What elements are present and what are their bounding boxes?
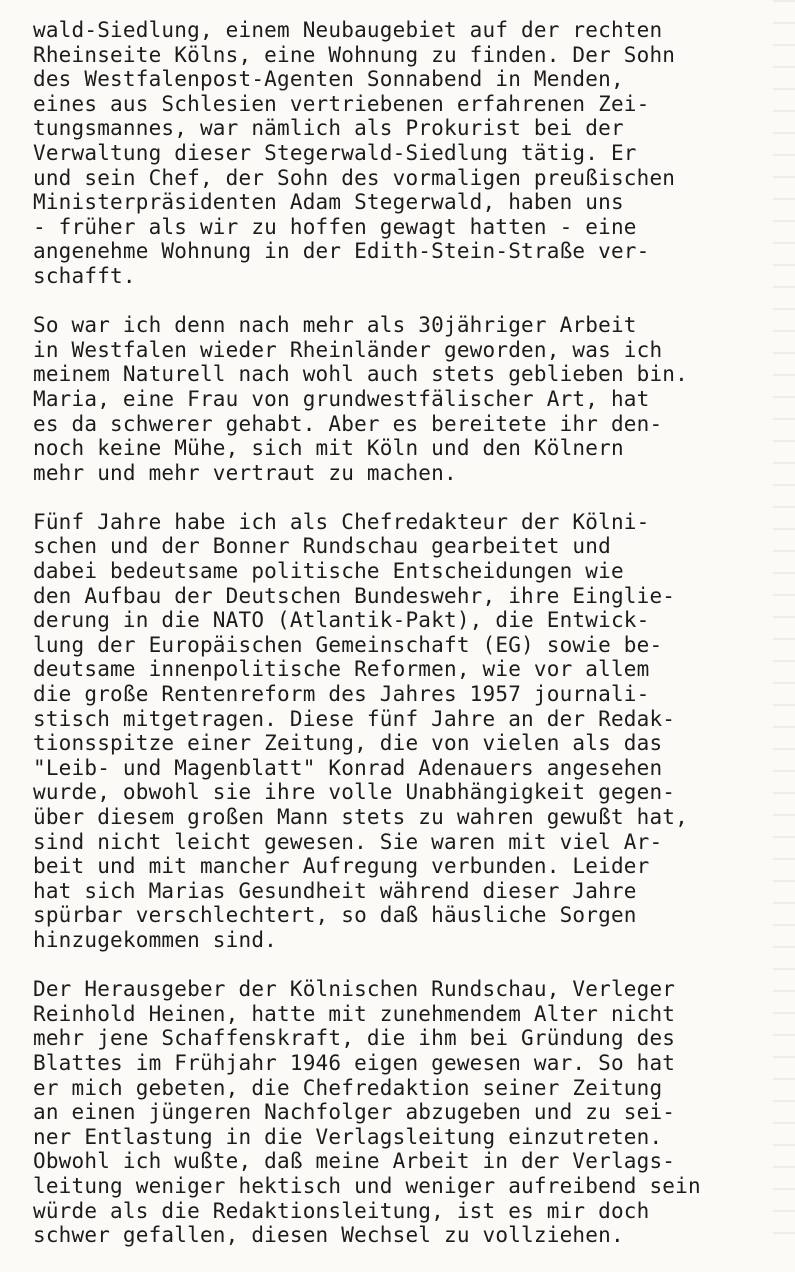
text-line: spürbar verschlechtert, so daß häusliche Sorgen [33, 903, 637, 928]
text-line: wald-Siedlung, einem Neubaugebiet auf der rechten [33, 18, 663, 42]
text-line: tungsmannes, war nämlich als Prokurist bei der [33, 116, 624, 141]
text-line: dabei bedeutsame politische Entscheidungen wie [33, 559, 624, 584]
text-line: des Westfalenpost-Agenten Sonnabend in Menden, [33, 67, 624, 92]
text-line: es da schwerer gehabt. Aber es bereitete ihr den- [33, 411, 663, 436]
text-line: angenehme Wohnung in der Edith-Stein-Straße ver- [33, 239, 650, 264]
text-line: meinem Naturell nach wohl auch stets geblieben bin. [33, 362, 688, 387]
paragraph-1 [33, 18, 768, 289]
text-line: ner Entlastung in die Verlagsleitung einzutreten. [33, 1124, 663, 1149]
text-line: mehr und mehr vertraut zu machen. [33, 460, 457, 485]
paragraph-2 [33, 313, 768, 485]
text-line: - früher als wir zu hoffen gewagt hatten - eine [33, 214, 637, 239]
text-line: tionsspitze einer Zeitung, die von vielen als das [33, 731, 663, 756]
text-line: derung in die NATO (Atlantik-Pakt), die Entwick- [33, 608, 650, 633]
text-line: in Westfalen wieder Rheinländer geworden, was ich [33, 337, 663, 362]
text-line: stisch mitgetragen. Diese fünf Jahre an der Redak- [33, 706, 676, 731]
text-line: Der Herausgeber der Kölnischen Rundschau, Verleger [33, 977, 676, 1002]
bleed-through-margin [773, 0, 795, 1243]
text-line: hinzugekommen sind. [33, 927, 278, 952]
text-line: deutsame innenpolitische Reformen, wie vor allem [33, 657, 650, 682]
text-line: schwer gefallen, diesen Wechsel zu vollziehen. [33, 1223, 624, 1248]
text-line: sind nicht leicht gewesen. Sie waren mit viel Ar- [33, 829, 663, 854]
text-line: an einen jüngeren Nachfolger abzugeben und zu sei- [33, 1100, 676, 1125]
text-line: und sein Chef, der Sohn des vormaligen preußischen [33, 165, 676, 190]
text-line: über diesem großen Mann stets zu wahren gewußt hat, [33, 805, 688, 829]
text-line: Verwaltung dieser Stegerwald-Siedlung tätig. Er [33, 140, 637, 165]
text-line: Reinhold Heinen, hatte mit zunehmendem Alter nicht [33, 1001, 676, 1026]
text-line: die große Rentenreform des Jahres 1957 journali- [33, 682, 650, 707]
text-line: beit und mit mancher Aufregung verbunden. Leider [33, 854, 650, 879]
text-line: Ministerpräsidenten Adam Stegerwald, haben uns [33, 190, 624, 215]
text-line: hat sich Marias Gesundheit während dieser Jahre [33, 878, 637, 903]
text-line: eines aus Schlesien vertriebenen erfahrenen Zei- [33, 91, 650, 116]
text-line: "Leib- und Magenblatt" Konrad Adenauers angesehen [33, 755, 663, 780]
text-line: lung der Europäischen Gemeinschaft (EG) sowie be- [33, 632, 663, 657]
text-line: Fünf Jahre habe ich als Chefredakteur der Kölni- [33, 509, 650, 534]
paragraph-3 [33, 510, 768, 953]
text-line: So war ich denn nach mehr als 30jähriger Arbeit [33, 313, 637, 338]
text-line: Obwohl ich wußte, daß meine Arbeit in der Verlags- [33, 1149, 676, 1174]
text-line: schen und der Bonner Rundschau gearbeitet und [33, 534, 611, 559]
text-line: Blattes im Frühjahr 1946 eigen gewesen war. So hat [33, 1050, 676, 1075]
paragraph-4 [33, 977, 768, 1248]
text-line: schafft. [33, 263, 136, 288]
text-line: leitung weniger hektisch und weniger aufreibend sein [33, 1173, 701, 1198]
text-line: würde als die Redaktionsleitung, ist es mir doch [33, 1198, 650, 1223]
text-line: Maria, eine Frau von grundwestfälischer Art, hat [33, 386, 650, 411]
text-line: wurde, obwohl sie ihre volle Unabhängigkeit gegen- [33, 780, 676, 805]
text-line: mehr jene Schaffenskraft, die ihm bei Gründung des [33, 1026, 676, 1051]
text-line: noch keine Mühe, sich mit Köln und den Kölnern [33, 436, 624, 461]
text-line: den Aufbau der Deutschen Bundeswehr, ihre Einglie- [33, 583, 676, 608]
text-line: Rheinseite Kölns, eine Wohnung zu finden. Der Sohn [33, 42, 676, 67]
text-line: er mich gebeten, die Chefredaktion seiner Zeitung [33, 1075, 663, 1100]
body-text [33, 18, 768, 1272]
